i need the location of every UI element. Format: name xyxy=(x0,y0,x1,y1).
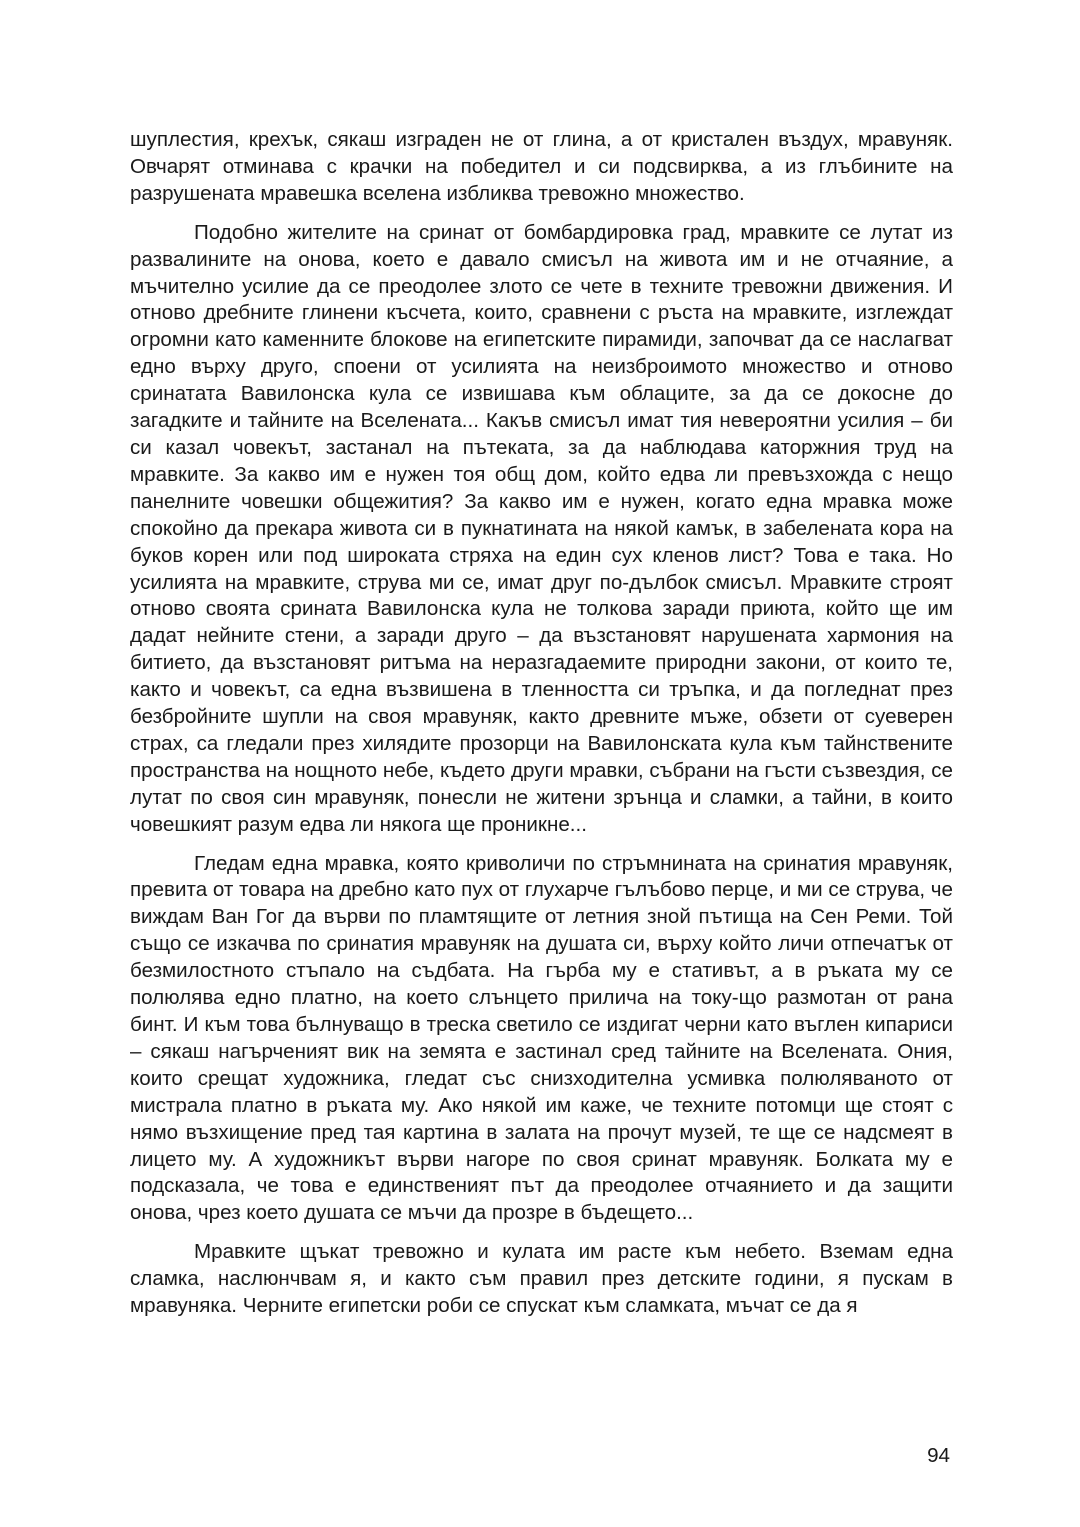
body-text xyxy=(130,127,953,1332)
page-number: 94 xyxy=(927,1444,950,1467)
paragraph: Мравките щъкат тревожно и кулата им расте към небето. Вземам една сламка, наслюнчвам я, и както съм правил през детските години, я пускам в мравуняка. Черните египетски роби се спускат към сламката, мъчат се да я xyxy=(130,1240,953,1318)
paragraph: Подобно жителите на сринат от бомбардировка град, мравките се лутат из развалините на онова, което е давало смисъл на живота им и не отчаяние, а мъчително усилие да се преодолее злото се чете в техните тревожни движения. И отново дребните глинени късчета, които, сравнени с ръста на мравките, изглеждат огромни като каменните блокове на египетските пирамиди, започват да се наслагват едно върху друго, споени от усилията на неизброимото множество и отново сринатата Вавилонска кула се извишава към облаците, за да се докосне до загадките и тайните на Вселената... Какъв смисъл имат тия невероятни усилия – би си казал човекът, застанал на пътеката, за да наблюдава каторжния труд на мравките. За какво им е нужен тоя общ дом, който едва ли превъзхожда с нещо панелните човешки общежития? За какво им е нужен, когато една мравка може спокойно да прекара живота си в пукнатината на някой камък, в забелената кора на буков корен или под широката стряха на един сух кленов лист? Това е така. Но усилията на мравките, струва ми се, имат друг по-дълбок смисъл. Мравките строят отново своята сринатa Вавилонска кула не толкова заради приюта, който ще им дадат нейните стени, а заради друго – да възстановят нарушената хармония на битието, да възстановят ритъма на неразгадаемите природни закони, от които те, както и човекът, са една възвишена в тленността си тръпка, и да погледнат през безбройните шупли на своя мравуняк, както древните мъже, обзети от суеверен страх, са гледали през хилядите прозорци на Вавилонската кула към тайнствените пространства на нощното небе, където други мравки, събрани на гъсти съзвездия, се лутат по своя син мравуняк, понесли не житени зрънца и сламки, а тайни, в които човешкият разум едва ли някога ще проникне... xyxy=(130,220,953,836)
paragraph-continued: шуплестия, крехък, сякаш изграден не от глина, а от кристален въздух, мравуняк. Овчарят отминава с крачки на победител и си подсвирква, а из глъбините на разрушената мравешка вселена избликва тревожно множество. xyxy=(130,128,953,205)
paragraph: Гледам една мравка, която криволичи по стръмнината на сринатия мравуняк, превита от товара на дребно като пух от глухарче гълъбово перце, и ми се струва, че виждам Ван Гог да върви по пламтящите от летния зной пътища на Сен Реми. Той също се изкачва по сринатия мравуняк на душата си, върху който личи отпечатък от безмилостното стъпало на съдбата. На гърба му е стативът, а в ръката му се полюлява едно платно, на което слънцето прилича на току-що размотан от рана бинт. И към това бълнуващо в треска светило се издигат черни като въглен кипариси – сякаш нагърченият вик на земята е застинал сред тайните на Вселената. Ония, които срещат художника, гледат със снизходителна усмивка полюляваното от мистрала платно в ръката му. Ако някой им каже, че техните потомци ще стоят с нямо възхищение пред тая картина в залата на прочут музей, те ще се надсмеят в лицето му. А художникът върви нагоре по своя сринат мравуняк. Болката му е подсказала, че това е единственият път да преодолее отчаянието и да защити онова, чрез което душата се мъчи да прозре в бъдещето... xyxy=(130,851,953,1225)
